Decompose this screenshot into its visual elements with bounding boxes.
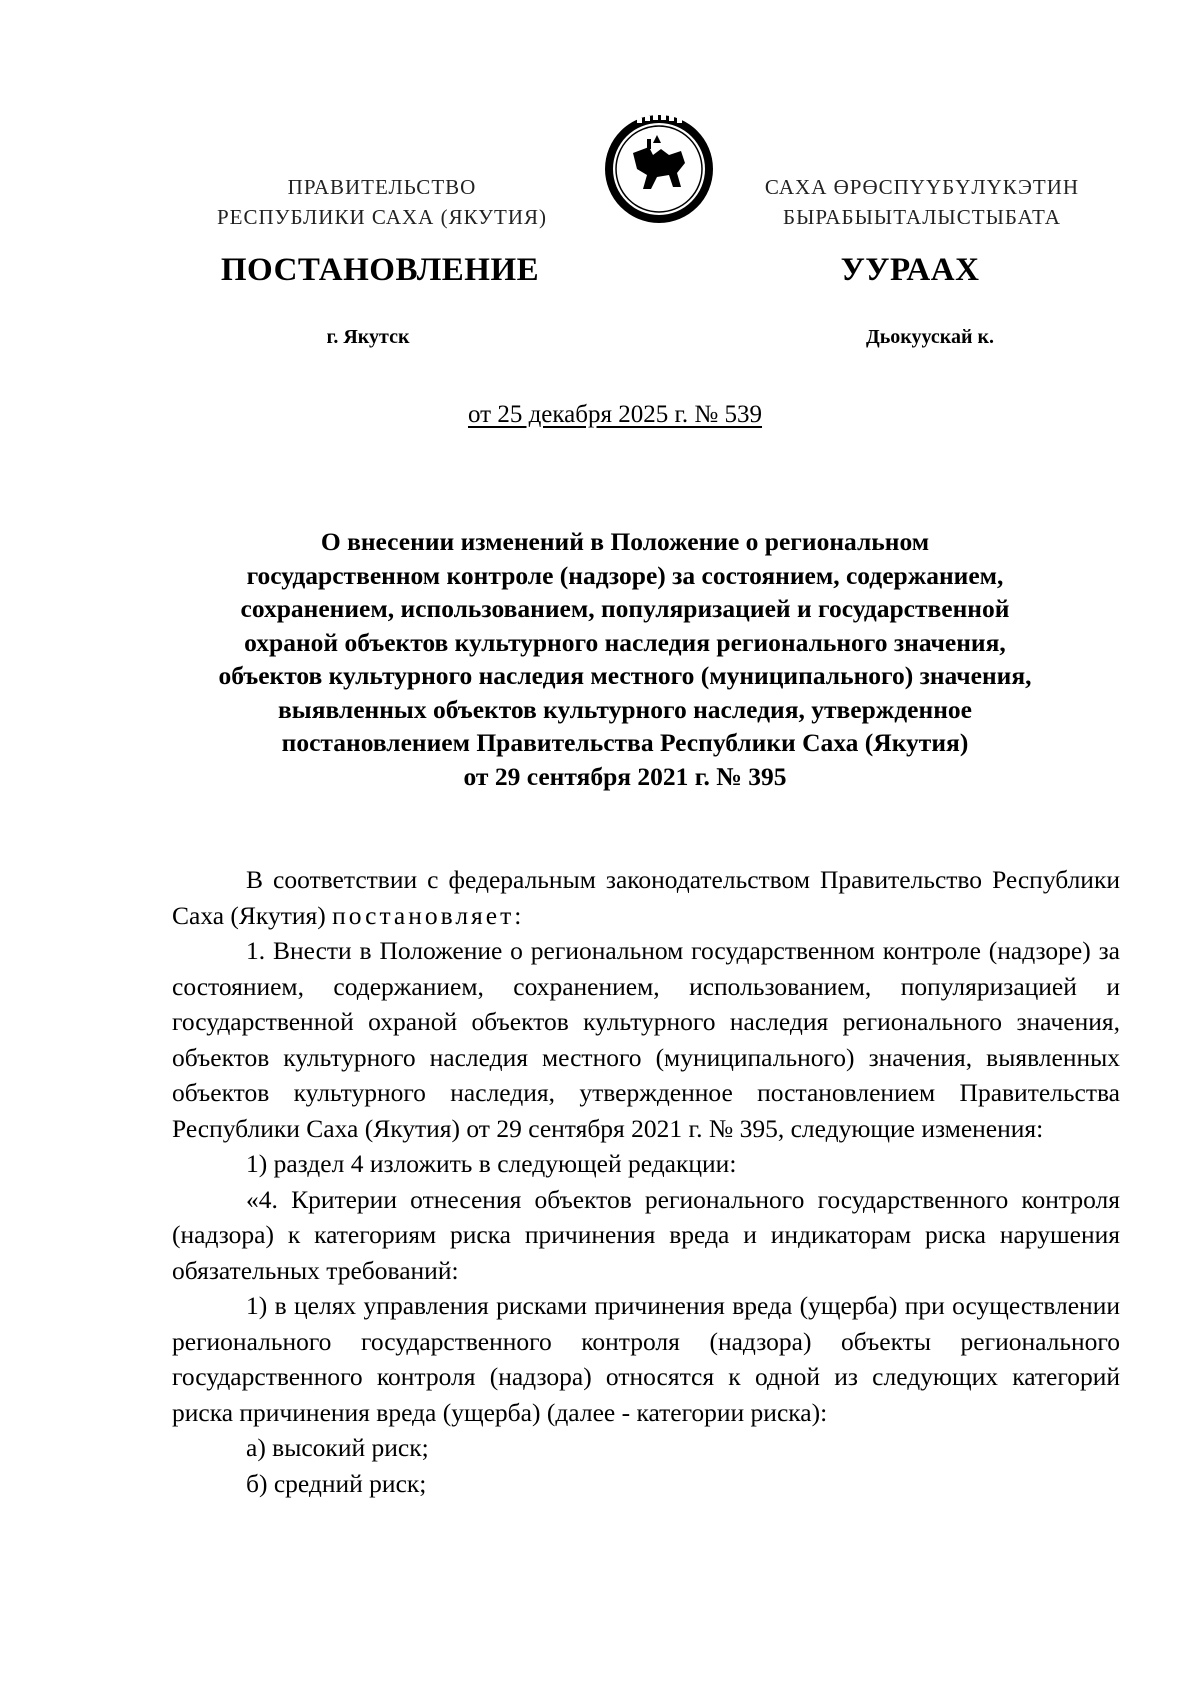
subject-line: от 29 сентября 2021 г. № 395 — [463, 761, 787, 791]
body-paragraph-4: «4. Критерии отнесения объектов регионального государственного контроля (надзора) к категориям риска причинения вреда и индикаторам риска нарушения обязательных требований: — [172, 1184, 1120, 1285]
document-type-sah: УУРААХ — [840, 252, 980, 288]
subject-line: объектов культурного наследия местного (муниципального) значения, — [218, 661, 1032, 690]
city-sah: Дьокуускай к. — [865, 326, 995, 348]
header-left-line-1: ПРАВИТЕЛЬСТВО — [287, 175, 477, 199]
subject-line: охраной объектов культурного наследия регионального значения, — [244, 627, 1006, 657]
subject-line: выявленных объектов культурного наследия, утвержденное — [278, 694, 972, 724]
body-paragraph-3: 1) раздел 4 изложить в следующей редакции: — [246, 1149, 737, 1178]
document-subject — [160, 525, 1090, 793]
subject-line: государственном контроле (надзоре) за состоянием, содержанием, — [246, 560, 1004, 590]
coat-of-arms-emblem-icon — [603, 113, 715, 225]
document-type-ru: ПОСТАНОВЛЕНИЕ — [220, 252, 540, 288]
government-name-sah — [712, 172, 1132, 232]
body-paragraph-2: 1. Внести в Положение о региональном государственном контроле (надзоре) за состоянием, содержанием, сохранением, использованием, популяризацией и государственной охраной объектов культурного наследия регионального значения, объектов культурного наследия местного (муниципального) значения, выявленных объектов культурного наследия, утвержденное постановлением Правительства Республики Саха (Якутия) от 29 сентября 2021 г. № 395, следующие изменения: — [172, 936, 1120, 1143]
header-right-line-2: БЫРАБЫЫТАЛЫСТЫБАТА — [783, 205, 1061, 229]
header-left-line-2: РЕСПУБЛИКИ САХА (ЯКУТИЯ) — [216, 205, 548, 229]
date-line: от 25 декабря 2025 г. № 539 — [467, 401, 763, 428]
p1-spaced-verb: постановляет: — [332, 900, 525, 930]
body-paragraph-5: 1) в целях управления рисками причинения вреда (ущерба) при осуществлении регионального государственного контроля (надзора) объекты регионального государственного контроля (надзора) относятся к одной из следующих категорий риска причинения вреда (ущерба) (далее - категории риска): — [172, 1291, 1120, 1427]
p1-text: В соответствии с федеральным законодательством Правительство Республики Саха (Якутия) — [172, 865, 1120, 930]
body-paragraph-6: а) высокий риск; — [246, 1433, 429, 1462]
document-date — [400, 401, 830, 429]
body-paragraph-1 — [172, 862, 1120, 933]
subject-line: постановлением Правительства Республики Саха (Якутия) — [281, 728, 969, 757]
subject-line: О внесении изменений в Положение о региональном — [320, 527, 930, 556]
government-name-ru — [172, 172, 592, 232]
document-body — [172, 862, 1120, 1501]
body-paragraph-7: б) средний риск; — [246, 1468, 427, 1498]
subject-line: сохранением, использованием, популяризацией и государственной — [240, 594, 1010, 623]
header-right-line-1: САХА ӨРӨСПҮҮБҮЛҮКЭТИН — [764, 175, 1080, 199]
city-ru: г. Якутск — [326, 326, 410, 348]
